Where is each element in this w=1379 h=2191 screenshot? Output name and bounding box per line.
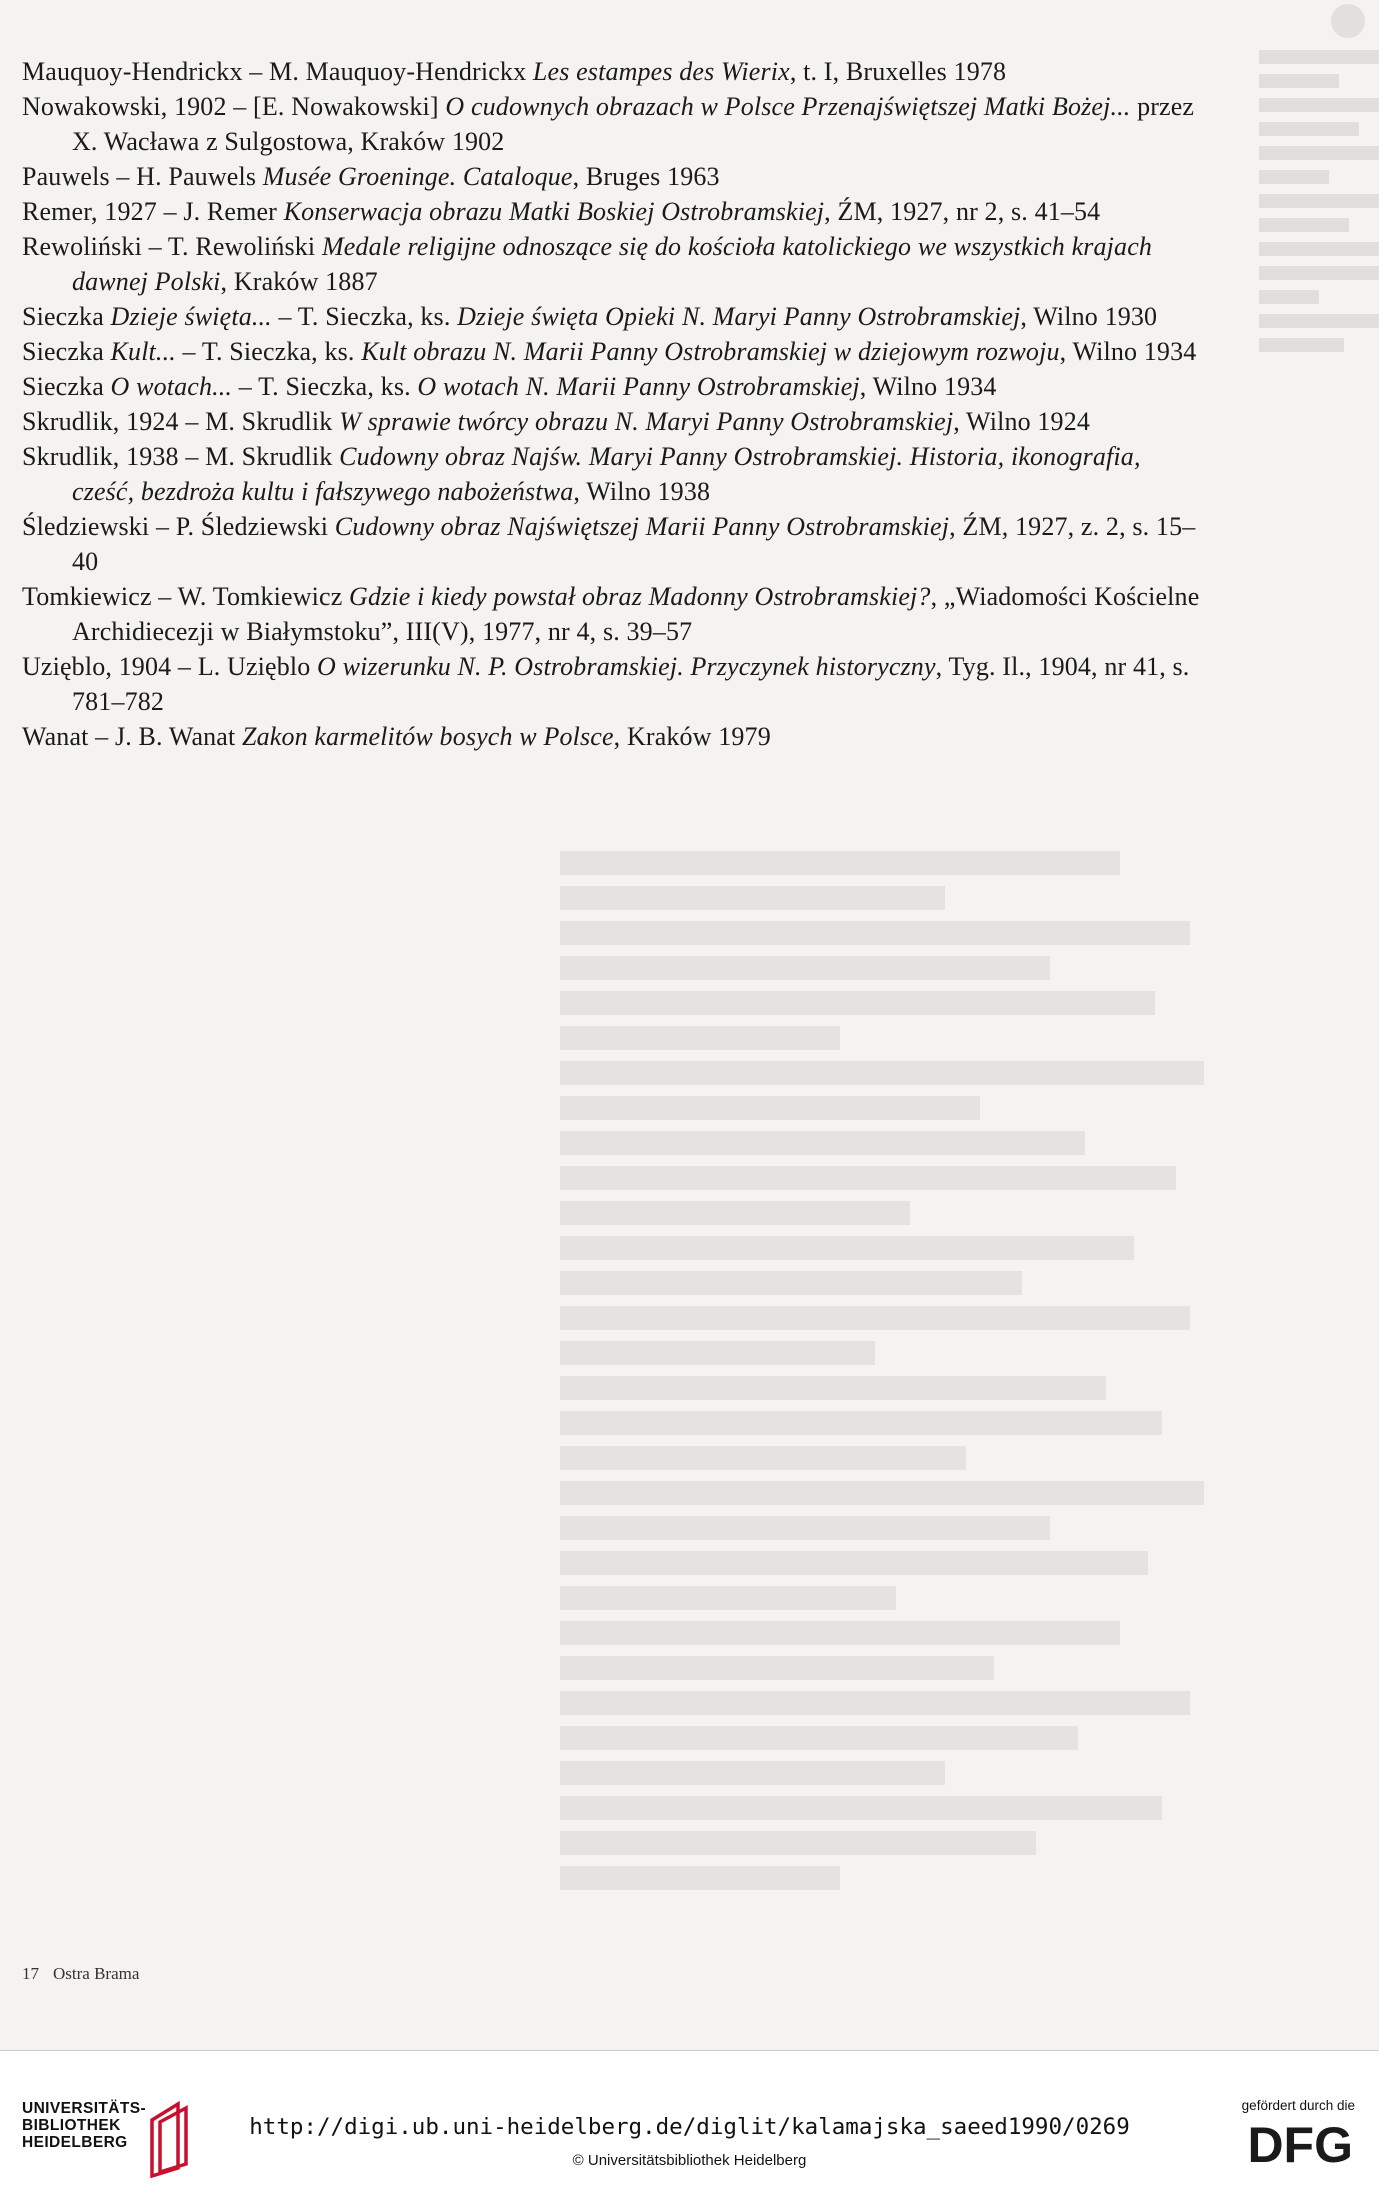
copyright-notice: © Universitätsbibliothek Heidelberg [572, 2152, 807, 2169]
bibliography-entry: Sieczka Kult... – T. Sieczka, ks. Kult obrazu N. Marii Panny Ostrobramskiej w dziejowym rozwoju, Wilno 1934 [22, 337, 1197, 366]
bibliography-entry: Sieczka O wotach... – T. Sieczka, ks. O wotach N. Marii Panny Ostrobramskiej, Wilno 1934 [22, 372, 997, 401]
bibliography-entry: Sieczka Dzieje święta... – T. Sieczka, ks. Dzieje święta Opieki N. Maryi Panny Ostrobramskiej, Wilno 1930 [22, 302, 1158, 331]
bibliography-entry: Pauwels – H. Pauwels Musée Groeninge. Cataloque, Bruges 1963 [22, 162, 720, 191]
dfg-logo-text: DFG [1247, 2117, 1353, 2172]
page-corner-mark [1331, 4, 1365, 38]
bibliography-entry: Rewoliński – T. Rewoliński Medale religijne odnoszące się do kościoła katolickiego we wszystkich krajach dawnej Polski, Kraków 1887 [22, 232, 1153, 296]
bibliography-entry: Mauquoy-Hendrickx – M. Mauquoy-Hendrickx Les estampes des Wierix, t. I, Bruxelles 1978 [22, 57, 1007, 86]
bibliography-entry: Skrudlik, 1938 – M. Skrudlik Cudowny obraz Najśw. Maryi Panny Ostrobramskiej. Historia, ikonografia, cześć, bezdroża kultu i fałszywego nabożeństwa, Wilno 1938 [22, 442, 1141, 506]
page-number: 17 [22, 1964, 39, 1983]
bibliography-entry: Tomkiewicz – W. Tomkiewicz Gdzie i kiedy powstał obraz Madonny Ostrobramskiej?, „Wiadomości Kościelne Archidiecezji w Białymstoku”, III(V), 1977, nr 4, s. 39–57 [22, 582, 1200, 646]
bibliography-entry: Wanat – J. B. Wanat Zakon karmelitów bosych w Polsce, Kraków 1979 [22, 722, 771, 751]
dfg-logo [1235, 2116, 1355, 2172]
permalink-url[interactable]: http://digi.ub.uni-heidelberg.de/diglit/kalamajska_saeed1990/0269 [249, 2114, 1130, 2140]
facing-page-edge [1239, 40, 1379, 460]
bibliography-entry: Uzięblo, 1904 – L. Uzięblo O wizerunku N. P. Ostrobramskiej. Przyczynek historyczny, Tyg. Il., 1904, nr 41, s. 781–782 [22, 652, 1190, 716]
bibliography-entry: Skrudlik, 1924 – M. Skrudlik W sprawie twórcy obrazu N. Maryi Panny Ostrobramskiej, Wilno 1924 [22, 407, 1090, 436]
bibliography-entry: Nowakowski, 1902 – [E. Nowakowski] O cudownych obrazach w Polsce Przenajświętszej Matki Bożej... przez X. Wacława z Sulgostowa, Kraków 1902 [22, 92, 1195, 156]
library-name-line-2: BIBLIOTHEK [22, 2117, 121, 2134]
running-title: Ostra Brama [53, 1964, 140, 1983]
bibliography-entry: Śledziewski – P. Śledziewski Cudowny obraz Najświętszej Marii Panny Ostrobramskiej, ŹM, 1927, z. 2, s. 15–40 [22, 512, 1196, 576]
bibliography-entry: Remer, 1927 – J. Remer Konserwacja obrazu Matki Boskiej Ostrobramskiej, ŹM, 1927, nr 2, s. 41–54 [22, 197, 1101, 226]
bibliography-list [22, 54, 1202, 754]
funding-label: gefördert durch die [1241, 2098, 1355, 2113]
library-name-line-3: HEIDELBERG [22, 2134, 128, 2151]
show-through-text [560, 840, 1260, 1960]
page-footer [22, 1964, 153, 1984]
library-name-line-1: UNIVERSITÄTS- [22, 2100, 147, 2117]
